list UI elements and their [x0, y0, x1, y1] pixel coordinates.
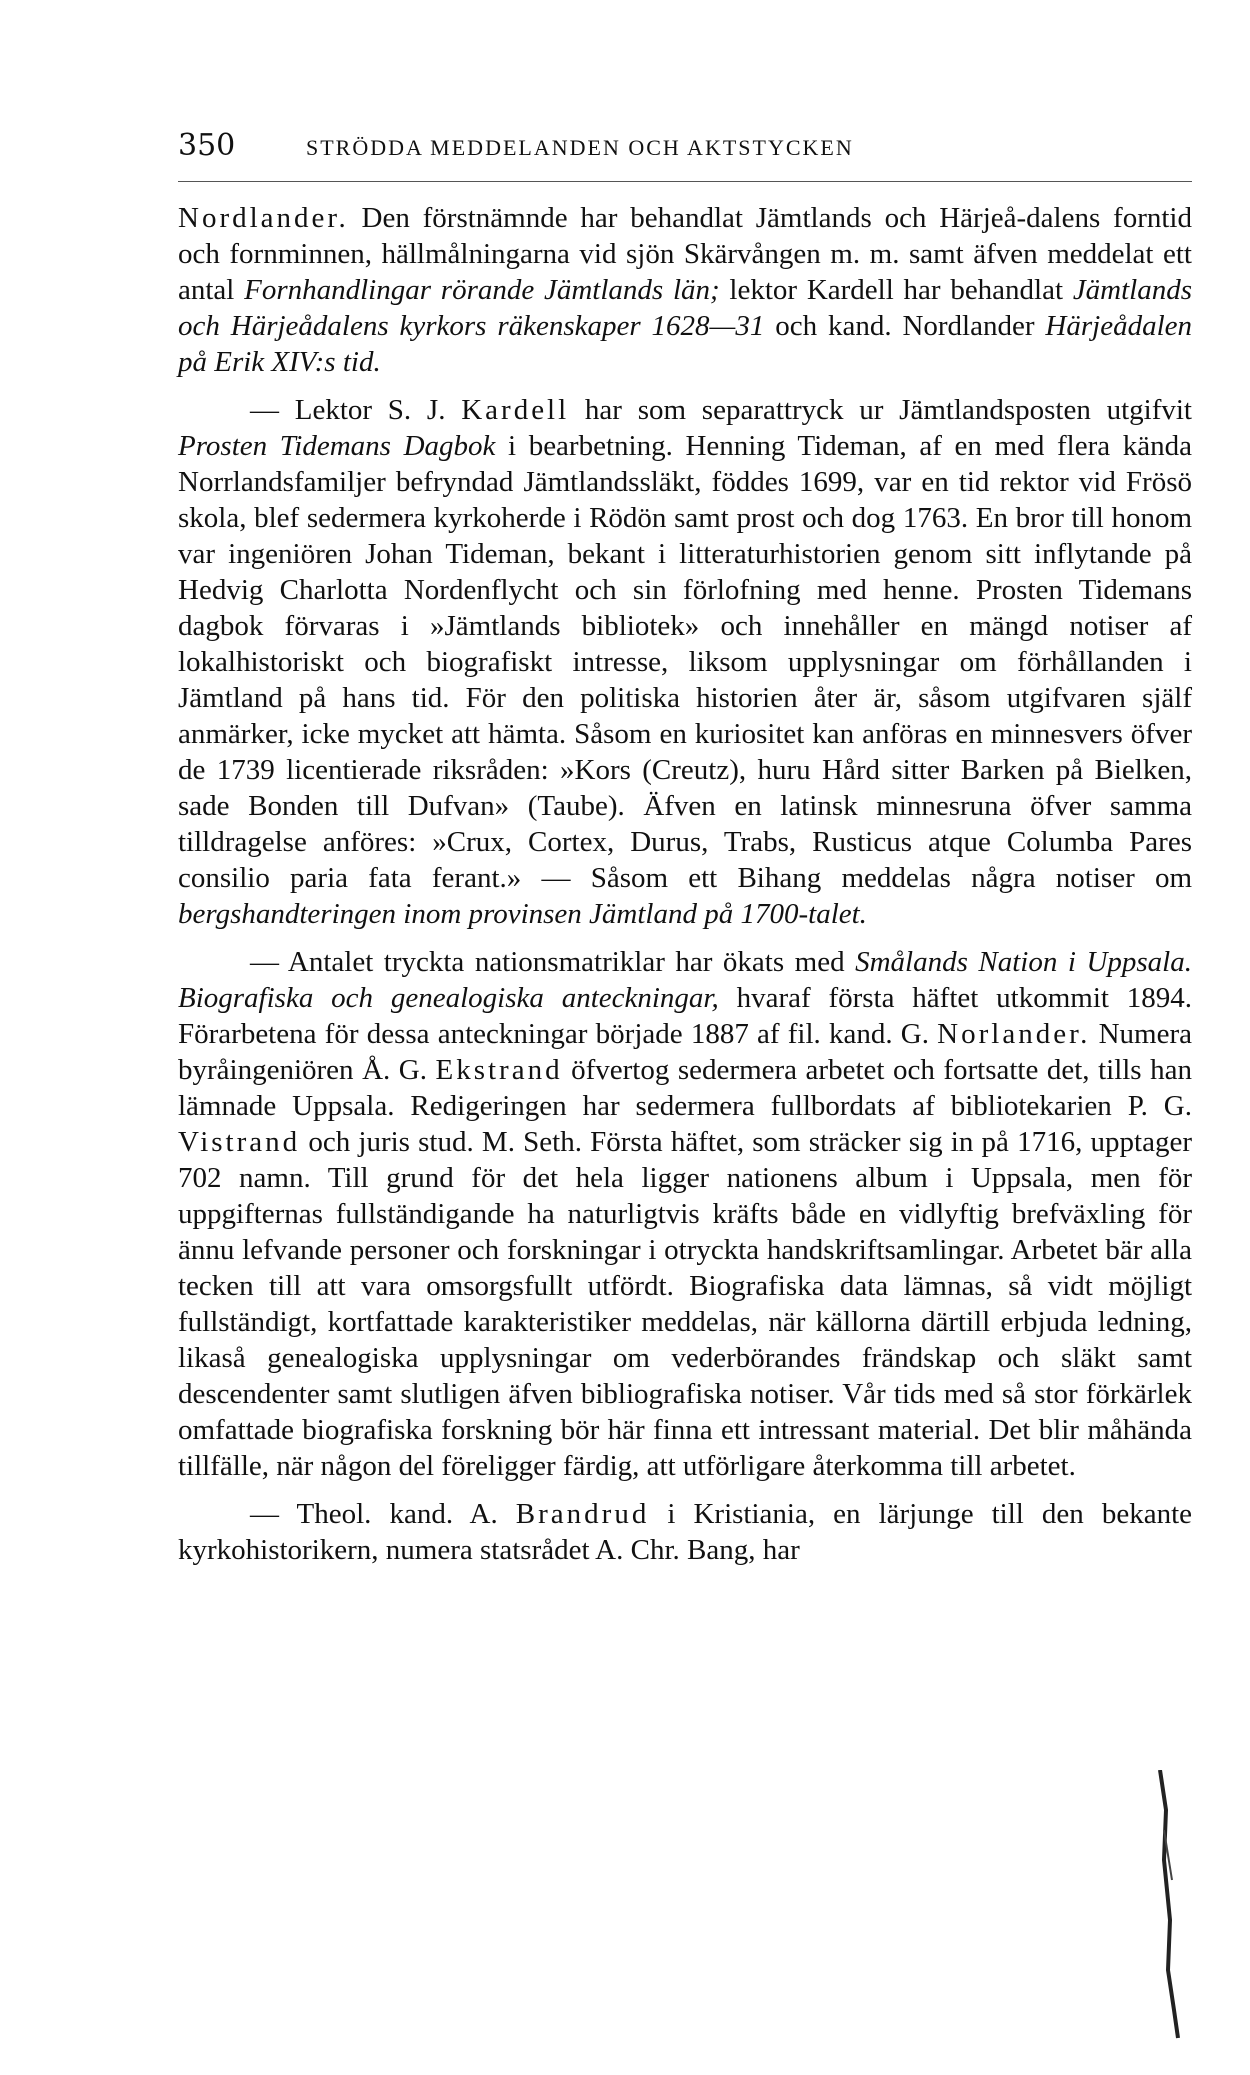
text: Numera byråingeniören Å. G.: [178, 1018, 1192, 1086]
title-italic: Fornhandlingar rörande Jämtlands län;: [244, 274, 720, 306]
paragraph-3: [178, 944, 1192, 1484]
text: öfvertog sedermera arbetet och fortsatte det, tills han lämnade Uppsala. Redigeringen har sedermera fullbordats af bibliotekarien P. G.: [178, 1054, 1192, 1122]
paragraph-1: [178, 200, 1192, 380]
text: i Kristiania, en lärjunge till den bekante kyrkohistorikern, numera statsrådet A. Chr. Bang, har: [178, 1498, 1192, 1566]
name-spaced: Vistrand: [178, 1126, 301, 1158]
name-spaced: Brandrud: [515, 1498, 650, 1530]
title-italic: Prosten Tidemans Dagbok: [178, 430, 496, 462]
paragraph-4: [178, 1496, 1192, 1568]
title-italic: Smålands Nation i Uppsala. Biografiska och genealogiska anteckningar,: [178, 946, 1192, 1014]
text: — Lektor S. J.: [250, 394, 462, 426]
text: i bearbetning. Henning Tideman, af en med flera kända Norrlandsfamiljer befryndad Jämtlandssläkt, föddes 1699, var en tid rektor vid Frösö skola, blef sedermera kyrkoherde i Rödön samt prost och dog 1763. En bror till honom var ingeniören Johan Tideman, bekant i litteraturhistorien genom sitt inflytande på Hedvig Charlotta Nordenflycht och sin förlofning med henne. Prosten Tidemans dagbok förvaras i »Jämtlands bibliotek» och innehåller en mängd notiser af lokalhistoriskt och biografiskt intresse, liksom upplysningar om förhållanden i Jämtland på hans tid. För den politiska historien åter är, såsom utgifvaren själf anmärker, icke mycket att hämta. Såsom en kuriositet kan anföras en minnesvers öfver de 1739 licentierade riksråden: »Kors (Creutz), huru Hård sitter Barken på Bielken, sade Bonden till Dufvan» (Taube). Äfven en latinsk minnesruna öfver samma tilldragelse anföres: »Crux, Cortex, Durus, Trabs, Rusticus atque Columba Pares consilio paria fata ferant.» — Såsom ett Bihang meddelas några notiser om: [178, 430, 1193, 894]
title-italic: Jämtlands och Härjeådalens kyrkors räkenskaper 1628—31: [178, 274, 1193, 342]
running-title: STRÖDDA MEDDELANDEN OCH AKTSTYCKEN: [306, 135, 854, 160]
text: och juris stud. M. Seth. Första häftet, som sträcker sig in på 1716, upptager 702 namn. Till grund för det hela ligger nationens album i Uppsala, men för uppgifternas fullständigande ha naturligtvis kräfts både en vidlyftig brefväxling för ännu lefvande personer och forskningar i otryckta handskriftsamlingar. Arbetet bär alla tecken till att vara omsorgsfullt utfördt. Biografiska data lämnas, så vidt möjligt fullständigt, kortfattade karakteristiker meddelas, när källorna därtill erbjuda ledning, likaså genealogiska upplysningar om vederbörandes frändskap och släkt samt descendenter samt slutligen äfven bibliografiska notiser. Vår tids med så stor förkärlek omfattade biografiska forskning bör här finna ett intressant material. Det blir måhända tillfälle, när någon del föreligger färdig, att utförligare återkomma till arbetet.: [178, 1126, 1192, 1482]
title-italic: bergshandteringen inom provinsen Jämtland på 1700-talet.: [178, 898, 867, 930]
text: hvaraf första häftet utkommit 1894. Förarbetena för dessa anteckningar började 1887 af fil. kand. G.: [178, 982, 1193, 1050]
margin-ink-mark: [1150, 1770, 1190, 2040]
text: lektor Kardell har behandlat: [719, 274, 1073, 306]
name-spaced: Norlander.: [937, 1018, 1091, 1050]
text: har som separattryck ur Jämtlandsposten utgifvit: [569, 394, 1192, 426]
text: och kand. Nordlander: [764, 310, 1046, 342]
header-rule: [178, 181, 1192, 182]
name-spaced: Ekstrand: [435, 1054, 563, 1086]
text: Den förstnämnde har behandlat Jämtlands och Härjeå-dalens forntid och fornminnen, hällmålningarna vid sjön Skärvången m. m. samt äfven meddelat ett antal: [178, 202, 1192, 306]
page-number: 350: [178, 128, 236, 163]
page-header: [178, 128, 1192, 163]
title-italic: Härjeådalen på Erik XIV:s tid.: [178, 310, 1192, 378]
article-body: [178, 200, 1192, 1568]
name-spaced: Kardell: [461, 394, 570, 426]
name-spaced: Nordlander.: [178, 202, 349, 234]
text: — Antalet tryckta nationsmatriklar har ökats med: [250, 946, 856, 978]
paragraph-2: [178, 392, 1192, 932]
text: — Theol. kand. A.: [250, 1498, 516, 1530]
